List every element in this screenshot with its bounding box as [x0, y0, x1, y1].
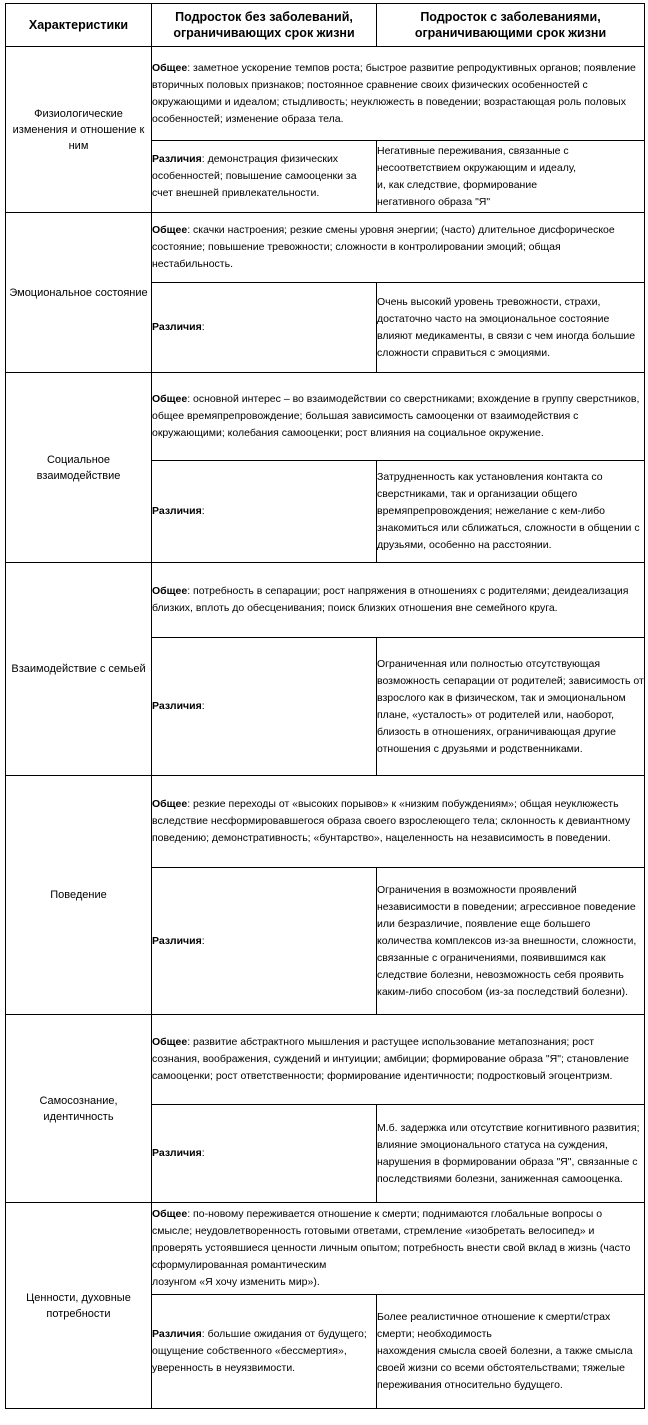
- diff-left-text: большие ожидания от будущего; ощущение собственного «бессмертия», уверенность в неуязвимости.: [152, 1328, 367, 1374]
- diff-label: Различия: [152, 153, 202, 165]
- table-row-common: [6, 776, 645, 868]
- common-text: по-новому переживается отношение к смерти; поднимаются глобальные вопросы о смысле; неудовлетворенность готовыми ответами, стремление «изобретать велосипед» и проверять устоявшиеся ценности личным опытом; потребность внести свой вклад в жизнь (часто сформулированная романтическим лозунгом «Я хочу изменить мир»).: [152, 1208, 631, 1288]
- diff-right-cell: Очень высокий уровень тревожности, страхи, достаточно часто на эмоциональное состояние влияют медикаменты, в связи с чем иногда большие сложности справиться с эмоциями.: [377, 283, 645, 373]
- category-cell: Ценности, духовные потребности: [6, 1203, 152, 1409]
- common-text: скачки настроения; резкие смены уровня энергии; (часто) длительное дисфорическое состояние; повышение тревожности; сложности в контролировании эмоций; общая нестабильность.: [152, 224, 615, 270]
- diff-label: Различия: [152, 1328, 202, 1340]
- table-row-common: [6, 563, 645, 638]
- common-text: резкие переходы от «высоких порывов» к «низким побуждениям»; общая неуклюжесть вследствие несформировавшегося образа своего взрослеющего тела; склонность к девиантному поведению; демонстративность; «бунтарство», нацеленность на независимость в поведении.: [152, 798, 631, 844]
- diff-label: Различия: [152, 934, 202, 947]
- common-cell: Общее: заметное ускорение темпов роста; быстрое развитие репродуктивных органов; появление вторичных половых признаков; постоянное сравнение своих физических особенностей с окружающими и идеалом; стыдливость; неуклюжесть в поведении; возрастающая роль половых особенностей; изменение образа тела.: [152, 47, 645, 141]
- diff-left-cell: Различия:: [152, 638, 377, 776]
- common-label: Общее: [152, 393, 188, 405]
- common-cell: Общее: основной интерес – во взаимодействии со сверстниками; вхождение в группу сверстников, общее времяпрепровождение; большая зависимость самооценки от взаимодействия с окружающими; колебания самооценки; рост влияния на социальное окружение.: [152, 373, 645, 461]
- common-text: потребность в сепарации; рост напряжения в отношениях с родителями; деидеализация близких, вплоть до обесценивания; поиск близких отношения вне семейного круга.: [152, 585, 629, 614]
- table-row-common: [6, 47, 645, 141]
- category-cell: Поведение: [6, 776, 152, 1015]
- header-row: [6, 4, 645, 47]
- diff-right-cell: М.б. задержка или отсутствие когнитивного развития; влияние эмоционального статуса на суждения, нарушения в формировании образа "Я", связанные с последствиями болезни, заниженная самооценка.: [377, 1105, 645, 1203]
- common-label: Общее: [152, 798, 188, 810]
- diff-left-cell: Различия:: [152, 283, 377, 373]
- table-row-common: [6, 373, 645, 461]
- common-cell: Общее: резкие переходы от «высоких порывов» к «низким побуждениям»; общая неуклюжесть вследствие несформировавшегося образа своего взрослеющего тела; склонность к девиантному поведению; демонстративность; «бунтарство», нацеленность на независимость в поведении.: [152, 776, 645, 868]
- diff-left-text: демонстрация физических особенностей; повышение самооценки за счет внешней привлекательности.: [152, 153, 357, 199]
- common-label: Общее: [152, 1208, 188, 1220]
- common-cell: Общее: по-новому переживается отношение к смерти; поднимаются глобальные вопросы о смысле; неудовлетворенность готовыми ответами, стремление «изобретать велосипед» и проверять устоявшиеся ценности личным опытом; потребность внести свой вклад в жизнь (часто сформулированная романтическим лозунгом «Я хочу изменить мир»).: [152, 1203, 645, 1295]
- header-healthy-teen: Подросток без заболеваний, ограничивающих срок жизни: [152, 4, 377, 47]
- table-row-common: [6, 1015, 645, 1105]
- common-cell: Общее: потребность в сепарации; рост напряжения в отношениях с родителями; деидеализация близких, вплоть до обесценивания; поиск близких отношения вне семейного круга.: [152, 563, 645, 638]
- diff-label: Различия: [152, 321, 202, 333]
- category-cell: Физиологические изменения и отношение к ним: [6, 47, 152, 213]
- header-ill-teen: Подросток с заболеваниями, ограничивающими срок жизни: [377, 4, 645, 47]
- category-cell: Самосознание, идентичность: [6, 1015, 152, 1203]
- comparison-table: [5, 3, 645, 1409]
- category-cell: Социальное взаимодействие: [6, 373, 152, 563]
- common-label: Общее: [152, 224, 188, 236]
- diff-left-cell: Различия:: [152, 868, 377, 1015]
- common-label: Общее: [152, 61, 188, 74]
- diff-right-cell: Более реалистичное отношение к смерти/страх смерти; необходимость нахождения смысла своей болезни, а также смысла своей жизни со всеми обстоятельствами; тяжелые переживания относительно будущего.: [377, 1295, 645, 1409]
- diff-right-cell: Ограниченная или полностью отсутствующая возможность сепарации от родителей; зависимость от взрослого как в физическом, так и эмоциональном плане, «усталость» от родителей или, наоборот, близость в отношениях, ограничивающая другие отношения с друзьями и родственниками.: [377, 638, 645, 776]
- diff-right-cell: Ограничения в возможности проявлений независимости в поведении; агрессивное поведение или безразличие, появление еще большего количества комплексов из-за внешности, сложности, связанные с ограничениями, появившимся как следствие болезни, невозможность себя проявить каким-либо способом (из-за последствий болезни).: [377, 868, 645, 1015]
- diff-left-cell: Различия:: [152, 1105, 377, 1203]
- category-cell: Взаимодействие с семьей: [6, 563, 152, 776]
- header-characteristics: Характеристики: [6, 4, 152, 47]
- common-text: развитие абстрактного мышления и растущее использование метапознания; рост сознания, воображения, суждений и интуиции; амбиции; формирование образа "Я"; становление самооценки; рост ответственности; формирование идентичности; подростковый эгоцентризм.: [152, 1036, 630, 1082]
- table-row-common: [6, 1203, 645, 1295]
- common-text: основной интерес – во взаимодействии со сверстниками; вхождение в группу сверстников, общее времяпрепровождение; большая зависимость самооценки от взаимодействия с окружающими; колебания самооценки; рост влияния на социальное окружение.: [152, 393, 640, 439]
- diff-left-cell: Различия:: [152, 461, 377, 563]
- common-label: Общее: [152, 1036, 188, 1048]
- common-label: Общее: [152, 585, 188, 597]
- diff-label: Различия: [152, 1147, 202, 1159]
- category-cell: Эмоциональное состояние: [6, 213, 152, 373]
- diff-right-cell: Затрудненность как установления контакта со сверстниками, так и организации общего времяпрепровождения; нежелание с кем-либо знакомиться или сближаться, сложности в общении с друзьями, особенно на расстоянии.: [377, 461, 645, 563]
- common-cell: Общее: скачки настроения; резкие смены уровня энергии; (часто) длительное дисфорическое состояние; повышение тревожности; сложности в контролировании эмоций; общая нестабильность.: [152, 213, 645, 283]
- common-cell: Общее: развитие абстрактного мышления и растущее использование метапознания; рост сознания, воображения, суждений и интуиции; амбиции; формирование образа "Я"; становление самооценки; рост ответственности; формирование идентичности; подростковый эгоцентризм.: [152, 1015, 645, 1105]
- diff-label: Различия: [152, 700, 202, 712]
- diff-left-cell: Различия: демонстрация физических особенностей; повышение самооценки за счет внешней привлекательности.: [152, 141, 377, 213]
- common-text: заметное ускорение темпов роста; быстрое развитие репродуктивных органов; появление вторичных половых признаков; постоянное сравнение своих физических особенностей с окружающими и идеалом; стыдливость; неуклюжесть в поведении; возрастающая роль половых особенностей; изменение образа тела.: [152, 61, 636, 125]
- diff-label: Различия: [152, 505, 202, 517]
- diff-right-cell: Негативные переживания, связанные с несоответствием окружающим и идеалу, и, как следствие, формирование негативного образа "Я": [377, 141, 645, 213]
- table-row-common: [6, 213, 645, 283]
- diff-left-cell: Различия: большие ожидания от будущего; ощущение собственного «бессмертия», уверенность в неуязвимости.: [152, 1295, 377, 1409]
